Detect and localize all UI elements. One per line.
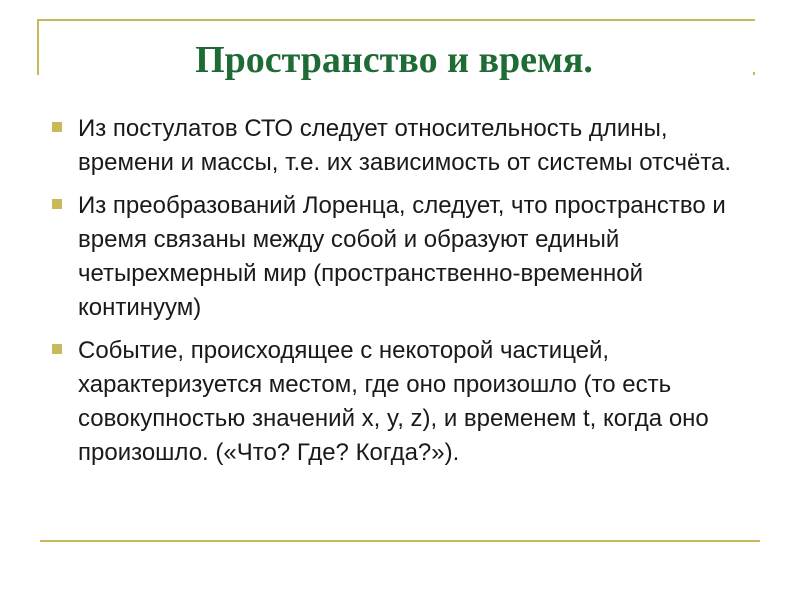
bullet-text: Из постулатов СТО следует относительность длины, времени и массы, т.е. их зависимость от системы отсчёта. — [78, 115, 732, 176]
bullet-text: Из преобразований Лоренца, следует, что пространство и время связаны между собой и образуют единый четырехмерный мир (пространственно-временной континуум) — [78, 192, 726, 321]
bullet-item — [48, 334, 748, 470]
bullet-item — [48, 112, 748, 180]
bottom-divider — [40, 540, 760, 542]
slide-title: Пространство и время. — [195, 39, 593, 81]
frame-right-tick — [753, 72, 755, 75]
frame-top-line — [37, 19, 755, 21]
bullet-item — [48, 189, 748, 325]
square-bullet-icon — [52, 344, 62, 354]
square-bullet-icon — [52, 199, 62, 209]
frame-left-line — [37, 19, 39, 75]
bullet-list — [48, 112, 748, 479]
square-bullet-icon — [52, 122, 62, 132]
bullet-text: Событие, происходящее с некоторой частицей, характеризуется местом, где оно произошло (то есть совокупностью значений x, y, z), и временем t, когда оно произошло. («Что? Где? Когда?»). — [78, 337, 709, 466]
